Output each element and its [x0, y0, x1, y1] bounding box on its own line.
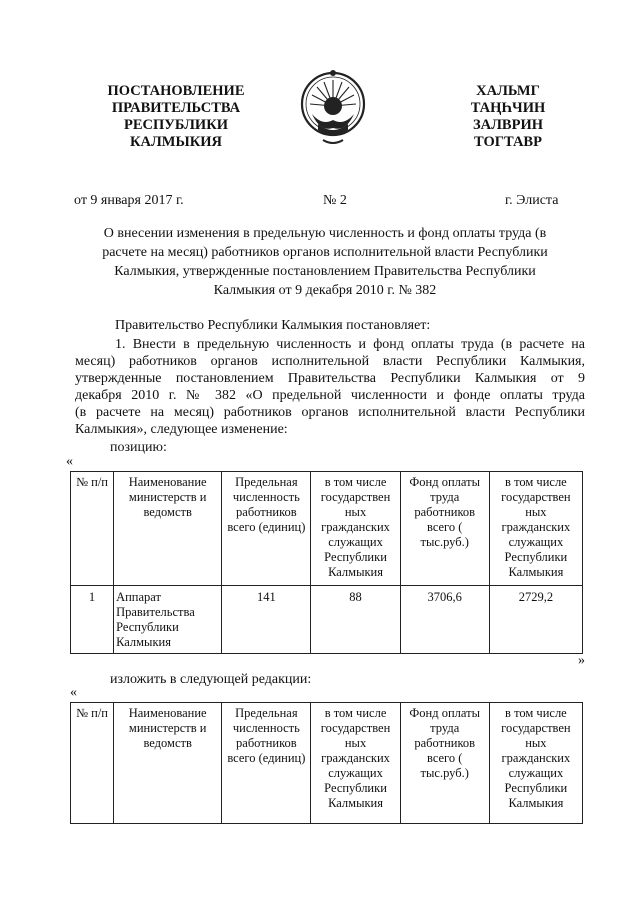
subject-line: расчете на месяц) работников органов исполнительной власти Республики [102, 245, 548, 260]
header-line: РЕСПУБЛИКИ [123, 117, 229, 133]
header-line: ТАҢҺЧИН [470, 100, 546, 116]
coat-of-arms-emblem [298, 66, 368, 148]
item-1-line: утвержденные постановлением Правительства Республики Калмыкия от 9 [75, 371, 585, 386]
header-russian [72, 83, 280, 151]
header-cell: № п/п [71, 703, 114, 824]
subject-line: О внесении изменения в предельную численность и фонд оплаты труда (в [103, 226, 547, 241]
header-line: КАЛМЫКИЯ [130, 134, 222, 150]
header-cell: Предельная численность работников всего (единиц) [222, 472, 311, 586]
decree-number: № 2 [323, 193, 347, 208]
table-cell: Аппарат Правительства Республики Калмыкия [114, 586, 222, 654]
open-quote: « [66, 454, 73, 469]
header-line: ПОСТАНОВЛЕНИЕ [107, 83, 245, 99]
subject-line: Калмыкия от 9 декабря 2010 г. № 382 [213, 283, 437, 298]
position-label: позицию: [110, 440, 167, 455]
old-position-table [70, 471, 583, 654]
header-cell: № п/п [71, 472, 114, 586]
table-header-row [71, 472, 583, 586]
item-1-line: Калмыкия», следующее изменение: [75, 422, 288, 437]
table-cell: 1 [71, 586, 114, 654]
header-line: ЗАЛВРИН [472, 117, 543, 133]
header-cell: в том числе государствен ных гражданских служащих Республики Калмыкия [489, 703, 582, 824]
decree-date: от 9 января 2017 г. [74, 193, 184, 208]
new-position-table [70, 702, 583, 824]
item-1-line: месяц) работников органов исполнительной власти Республики Калмыкия, [75, 354, 585, 369]
header-cell: Фонд оплаты труда работников всего ( тыс.руб.) [400, 703, 489, 824]
item-1-paragraph [75, 336, 585, 438]
table-header-row [71, 703, 583, 824]
header-cell: Предельная численность работников всего (единиц) [222, 703, 311, 824]
header-line: ПРАВИТЕЛЬСТВА [111, 100, 241, 116]
header-cell: в том числе государствен ных гражданских служащих Республики Калмыкия [311, 472, 400, 586]
table-cell: 2729,2 [489, 586, 582, 654]
item-1-line: (в расчете на месяц) работников органов исполнительной власти Республики [75, 405, 585, 420]
decree-subject [90, 224, 560, 300]
header-cell: Наименование министерств и ведомств [114, 472, 222, 586]
header-line: ТОГТАВР [474, 134, 542, 150]
item-1-line: 1. Внести в предельную численность и фонд оплаты труда (в расчете на [115, 337, 585, 352]
intro-paragraph: Правительство Республики Калмыкия постановляет: [115, 318, 431, 333]
item-1-line: декабря 2010 г. № 382 «О предельной численности и фонде оплаты труда [75, 388, 585, 403]
header-kalmyk [444, 83, 572, 151]
decree-city: г. Элиста [505, 193, 559, 208]
header-cell: Наименование министерств и ведомств [114, 703, 222, 824]
replace-label: изложить в следующей редакции: [110, 672, 312, 687]
subject-line: Калмыкия, утвержденные постановлением Правительства Республики [114, 264, 536, 279]
table-row [71, 586, 583, 654]
table-cell: 3706,6 [400, 586, 489, 654]
table-cell: 88 [311, 586, 400, 654]
header-cell: в том числе государствен ных гражданских служащих Республики Калмыкия [311, 703, 400, 824]
header-line: ХАЛЬМГ [476, 83, 540, 99]
open-quote: « [70, 685, 77, 700]
header-cell: Фонд оплаты труда работников всего ( тыс.руб.) [400, 472, 489, 586]
header-cell: в том числе государствен ных гражданских служащих Республики Калмыкия [489, 472, 582, 586]
close-quote: » [578, 653, 585, 668]
table-cell: 141 [222, 586, 311, 654]
